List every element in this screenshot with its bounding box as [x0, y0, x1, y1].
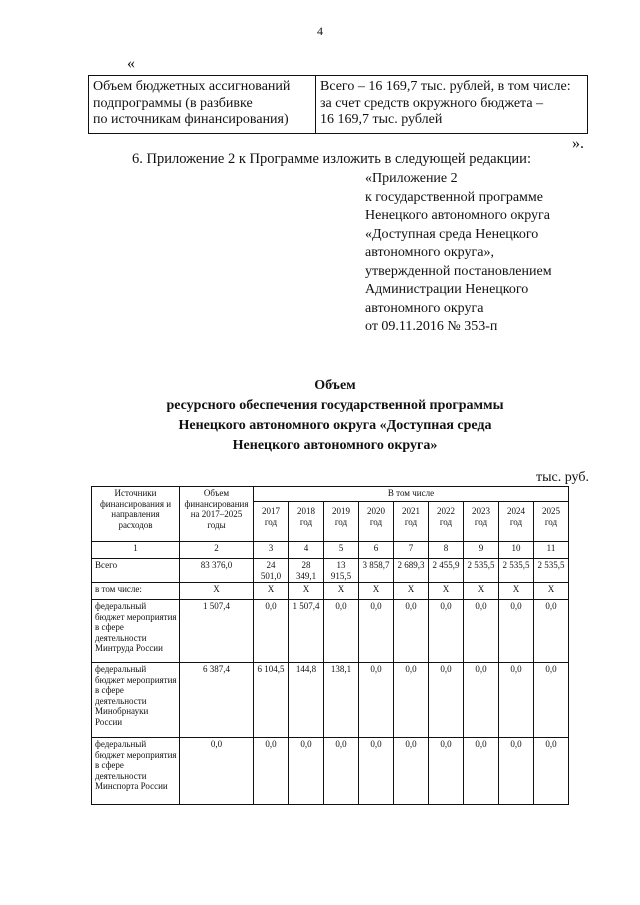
header-year: 2021 год	[394, 502, 429, 542]
header-year: 2025 год	[534, 502, 569, 542]
appendix-line: Администрации Ненецкого	[365, 282, 529, 297]
header-source: Источники финансирования и направления расходов	[92, 487, 180, 542]
header-year: 2023 год	[464, 502, 499, 542]
row-value: 2 535,5	[464, 559, 499, 583]
appendix-line: автономного округа»,	[365, 245, 494, 260]
row-source: в том числе:	[92, 583, 180, 600]
appendix-line: к государственной программе	[365, 189, 543, 205]
row-total: 0,0	[180, 738, 254, 805]
row-value: 1 507,4	[289, 600, 324, 663]
table-row	[92, 583, 569, 600]
appendix-heading	[365, 170, 605, 337]
column-number: 1	[92, 542, 180, 559]
column-number: 7	[394, 542, 429, 559]
row-value: X	[289, 583, 324, 600]
row-source: федеральный бюджет мероприятия в сфере деятельности Минтруда России	[92, 600, 180, 663]
row-value: 6 104,5	[254, 663, 289, 738]
document-title	[0, 376, 640, 456]
row-value: X	[429, 583, 464, 600]
row-value: 2 535,5	[499, 559, 534, 583]
header-year: 2017 год	[254, 502, 289, 542]
column-number: 5	[324, 542, 359, 559]
row-value: X	[394, 583, 429, 600]
page-number: 4	[317, 24, 323, 38]
row-value: 0,0	[464, 600, 499, 663]
row-total: 1 507,4	[180, 600, 254, 663]
row-value: X	[534, 583, 569, 600]
table-row	[92, 559, 569, 583]
row-value: 13 915,5	[324, 559, 359, 583]
budget-value-line: за счет средств окружного бюджета –	[320, 95, 544, 111]
row-value: 138,1	[324, 663, 359, 738]
row-total: X	[180, 583, 254, 600]
header-year: 2019 год	[324, 502, 359, 542]
budget-label-line: подпрограммы (в разбивке	[93, 95, 253, 111]
column-number: 6	[359, 542, 394, 559]
row-value: 0,0	[499, 600, 534, 663]
budget-label-cell	[89, 76, 316, 134]
row-value: 2 535,5	[534, 559, 569, 583]
row-value: 0,0	[359, 663, 394, 738]
row-value: 2 689,3	[394, 559, 429, 583]
row-value: 0,0	[499, 738, 534, 805]
column-number: 9	[464, 542, 499, 559]
budget-value-line: Всего – 16 169,7 тыс. рублей, в том числе:	[320, 79, 571, 94]
budget-value-cell	[316, 76, 588, 134]
opening-quote: «	[127, 55, 135, 72]
column-number: 11	[534, 542, 569, 559]
row-value: 28 349,1	[289, 559, 324, 583]
row-source: федеральный бюджет мероприятия в сфере деятельности Минобрнауки России	[92, 663, 180, 738]
header-including: В том числе	[254, 487, 569, 502]
unit-label: тыс. руб.	[536, 470, 589, 485]
row-value: 0,0	[534, 600, 569, 663]
appendix-line: утвержденной постановлением	[365, 263, 552, 279]
header-year: 2020 год	[359, 502, 394, 542]
row-value: 0,0	[394, 600, 429, 663]
appendix-line: «Приложение 2	[365, 171, 458, 186]
row-source: федеральный бюджет мероприятия в сфере деятельности Минспорта России	[92, 738, 180, 805]
row-value: 0,0	[254, 600, 289, 663]
budget-label-line: по источникам финансирования)	[93, 112, 289, 127]
row-value: 3 858,7	[359, 559, 394, 583]
table-row	[92, 600, 569, 663]
row-value: X	[464, 583, 499, 600]
row-total: 83 376,0	[180, 559, 254, 583]
row-value: 0,0	[394, 663, 429, 738]
row-value: 0,0	[429, 663, 464, 738]
row-value: 24 501,0	[254, 559, 289, 583]
table-row	[92, 738, 569, 805]
paragraph-6: 6. Приложение 2 к Программе изложить в следующей редакции:	[132, 151, 531, 167]
row-value: X	[499, 583, 534, 600]
budget-value-line: 16 169,7 тыс. рублей	[320, 112, 443, 127]
row-value: 0,0	[254, 738, 289, 805]
row-value: 0,0	[324, 738, 359, 805]
column-number: 10	[499, 542, 534, 559]
row-value: 0,0	[359, 600, 394, 663]
row-value: 0,0	[534, 738, 569, 805]
appendix-line: автономного округа	[365, 300, 484, 316]
column-number: 2	[180, 542, 254, 559]
budget-allocation-table	[88, 75, 588, 134]
header-year: 2022 год	[429, 502, 464, 542]
row-value: 2 455,9	[429, 559, 464, 583]
header-year: 2024 год	[499, 502, 534, 542]
row-value: 0,0	[499, 663, 534, 738]
appendix-line: Ненецкого автономного округа	[365, 208, 550, 223]
row-value: X	[324, 583, 359, 600]
closing-quote: ».	[572, 135, 584, 152]
row-value: 0,0	[394, 738, 429, 805]
row-value: 0,0	[534, 663, 569, 738]
row-value: 144,8	[289, 663, 324, 738]
column-number: 8	[429, 542, 464, 559]
row-total: 6 387,4	[180, 663, 254, 738]
row-value: X	[359, 583, 394, 600]
row-value: 0,0	[429, 600, 464, 663]
budget-label-line: Объем бюджетных ассигнований	[93, 79, 291, 94]
column-number: 3	[254, 542, 289, 559]
row-value: 0,0	[464, 738, 499, 805]
title-line: ресурсного обеспечения государственной программы	[166, 398, 504, 413]
header-year: 2018 год	[289, 502, 324, 542]
row-value: 0,0	[324, 600, 359, 663]
row-value: 0,0	[359, 738, 394, 805]
appendix-line: «Доступная среда Ненецкого	[365, 226, 539, 242]
column-number: 4	[289, 542, 324, 559]
title-line: Ненецкого автономного округа «Доступная среда	[178, 418, 492, 433]
row-value: 0,0	[464, 663, 499, 738]
row-source: Всего	[92, 559, 180, 583]
title-line: Объем	[314, 378, 356, 393]
row-value: X	[254, 583, 289, 600]
row-value: 0,0	[429, 738, 464, 805]
resource-table	[91, 486, 569, 805]
appendix-line: от 09.11.2016 № 353-п	[365, 319, 498, 334]
header-total: Объем финансирования на 2017–2025 годы	[180, 487, 254, 542]
table-row	[92, 663, 569, 738]
title-line: Ненецкого автономного округа»	[232, 438, 438, 453]
row-value: 0,0	[289, 738, 324, 805]
